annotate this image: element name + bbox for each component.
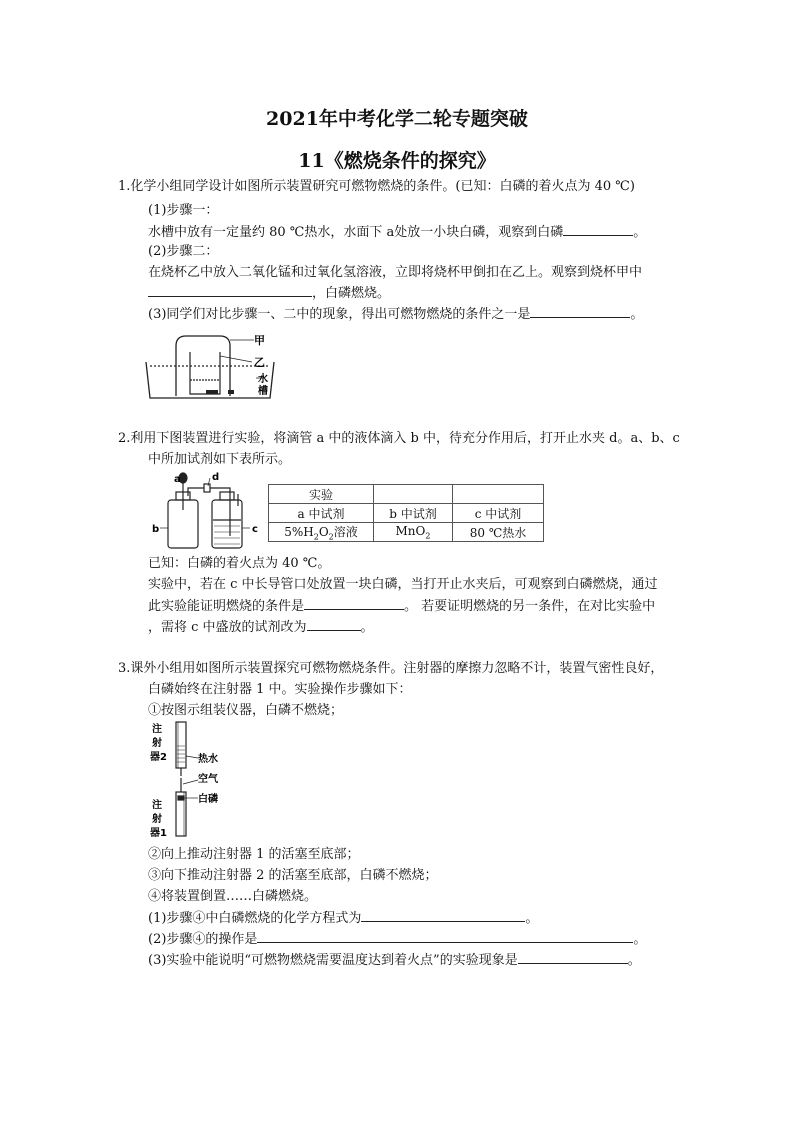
q3-answer-blank-2[interactable] (257, 930, 633, 943)
page-subtitle: 11《燃烧条件的探究》 (298, 150, 496, 172)
q1-step1-end: 。 (633, 225, 647, 240)
syringe-1 (176, 778, 186, 836)
q2-text-3b: 。 (360, 620, 374, 635)
page-title: 2021年中考化学二轮专题突破 (266, 108, 528, 130)
q2-stem-1: 2.利用下图装置进行实验，将滴管 a 中的液体滴入 b 中，待充分作用后，打开止水夹 d。a、b、c (118, 431, 680, 446)
q3-answer-blank-3[interactable] (518, 951, 628, 964)
q3-part-2 (148, 930, 646, 948)
label-shui: 水 (258, 374, 268, 385)
reagent-b-part: MnO (395, 524, 426, 538)
table-row (269, 504, 544, 523)
q3-stem-1: 3.课外小组用如图所示装置探究可燃物燃烧条件。注射器的摩擦力忽略不计，装置气密性良好， (118, 661, 664, 676)
label-syringe2-3: 器2 (150, 752, 167, 763)
q1-answer-blank-1[interactable] (563, 223, 633, 236)
q3-step-3: ③向下推动注射器 2 的活塞至底部，白磷不燃烧； (148, 868, 438, 883)
label-white-phosphorus: 白磷 (198, 794, 218, 805)
q3-part-2-text: (2)步骤④的操作是 (148, 932, 258, 947)
label-b: b (152, 524, 160, 535)
label-jia: 甲 (254, 334, 265, 347)
table-col-a: a 中试剂 (269, 504, 374, 523)
table-cell (453, 485, 544, 504)
q1-apparatus-figure (140, 330, 280, 402)
q2-stem-2: 中所加试剂如下表所示。 (148, 452, 292, 467)
q1-step1-line (148, 223, 646, 241)
q1-answer-blank-2[interactable] (148, 284, 312, 297)
label-d: d (212, 472, 220, 483)
beaker-yi (190, 352, 220, 394)
q1-answer-blank-3[interactable] (530, 305, 630, 318)
label-cao: 槽 (258, 386, 268, 397)
reagent-b-sub: 2 (425, 531, 431, 541)
label-syringe2-1: 注 (152, 724, 162, 735)
reagent-a-sub: 2 (328, 532, 334, 542)
q3-part-1-end: 。 (525, 911, 539, 926)
bottle-c (212, 492, 242, 548)
q3-answer-blank-1[interactable] (361, 909, 525, 922)
label-syringe1-2: 射 (152, 814, 162, 825)
q1-step3-end: 。 (630, 307, 644, 322)
label-syringe2-2: 射 (152, 738, 162, 749)
q2-text-3 (148, 618, 374, 636)
q3-part-1 (148, 909, 538, 927)
q3-part-2-end: 。 (633, 932, 647, 947)
q3-step-1: ①按图示组装仪器，白磷不燃烧； (148, 703, 344, 718)
q2-known: 已知：白磷的着火点为 40 ℃。 (148, 556, 331, 571)
q1-step1-label: (1)步骤一： (148, 203, 219, 218)
table-cell-c-reagent: 80 ℃热水 (453, 523, 544, 542)
table-cell (374, 485, 453, 504)
table-row (269, 523, 544, 542)
q3-step-2: ②向上推动注射器 1 的活塞至底部； (148, 847, 360, 862)
q3-part-3-end: 。 (627, 953, 641, 968)
q2-apparatus-figure (150, 470, 265, 552)
q1-step3-text: (3)同学们对比步骤一、二中的现象，得出可燃物燃烧的条件之一是 (148, 307, 531, 322)
reagent-a-part: 5%H (284, 525, 314, 539)
q2-text-2 (148, 597, 655, 615)
table-cell-a-reagent (269, 523, 374, 542)
label-yi: 乙 (254, 356, 265, 369)
table-row (269, 485, 544, 504)
q3-part-3 (148, 951, 641, 969)
label-hot-water: 热水 (198, 754, 218, 765)
reagent-a-part: 溶液 (333, 525, 358, 539)
label-syringe1-1: 注 (152, 800, 162, 811)
table-col-b: b 中试剂 (374, 504, 453, 523)
q1-step2-end: ，白磷燃烧。 (312, 286, 391, 301)
label-c: c (252, 524, 258, 535)
label-air: 空气 (198, 774, 218, 785)
q2-reagent-table (268, 484, 544, 542)
q3-part-3-text: (3)实验中能说明“可燃物燃烧需要温度达到着火点”的实验现象是 (148, 953, 518, 968)
reagent-a-part: O (318, 525, 329, 539)
q3-part-1-text: (1)步骤④中白磷燃烧的化学方程式为 (148, 911, 362, 926)
q2-text-3a: ，需将 c 中盛放的试剂改为 (148, 620, 307, 635)
q1-step2-line2 (148, 284, 390, 302)
q2-text-2b: 。 若要证明燃烧的另一条件，在对比实验中 (404, 599, 656, 614)
q3-step-4: ④将装置倒置……白磷燃烧。 (148, 889, 318, 904)
q1-stem: 1.化学小组同学设计如图所示装置研究可燃物燃烧的条件。(已知：白磷的着火点为 40 ℃) (118, 179, 635, 194)
label-a: a (174, 474, 181, 485)
q1-step2-text: 在烧杯乙中放入二氧化锰和过氧化氢溶液，立即将烧杯甲倒扣在乙上。观察到烧杯甲中 (148, 265, 643, 280)
reagent-a-sub: 2 (313, 532, 319, 542)
q1-step3-line (148, 305, 643, 323)
table-col-c: c 中试剂 (453, 504, 544, 523)
q2-answer-blank-1[interactable] (304, 597, 404, 610)
q2-text-1: 实验中，若在 c 中长导管口处放置一块白磷，当打开止水夹后，可观察到白磷燃烧，通过 (148, 577, 658, 592)
q3-syringe-figure (148, 720, 248, 840)
syringe-2 (176, 722, 186, 776)
q2-answer-blank-2[interactable] (307, 618, 361, 631)
q1-step1-text: 水槽中放有一定量约 80 ℃热水，水面下 a处放一小块白磷，观察到白磷 (148, 225, 564, 240)
label-syringe1-3: 器1 (150, 828, 167, 839)
q3-stem-2: 白磷始终在注射器 1 中。实验操作步骤如下： (148, 682, 412, 697)
q2-text-2a: 此实验能证明燃烧的条件是 (148, 599, 305, 614)
table-header-cell: 实验 (269, 485, 374, 504)
table-cell-b-reagent (374, 523, 453, 542)
q1-step2-label: (2)步骤二： (148, 244, 219, 259)
